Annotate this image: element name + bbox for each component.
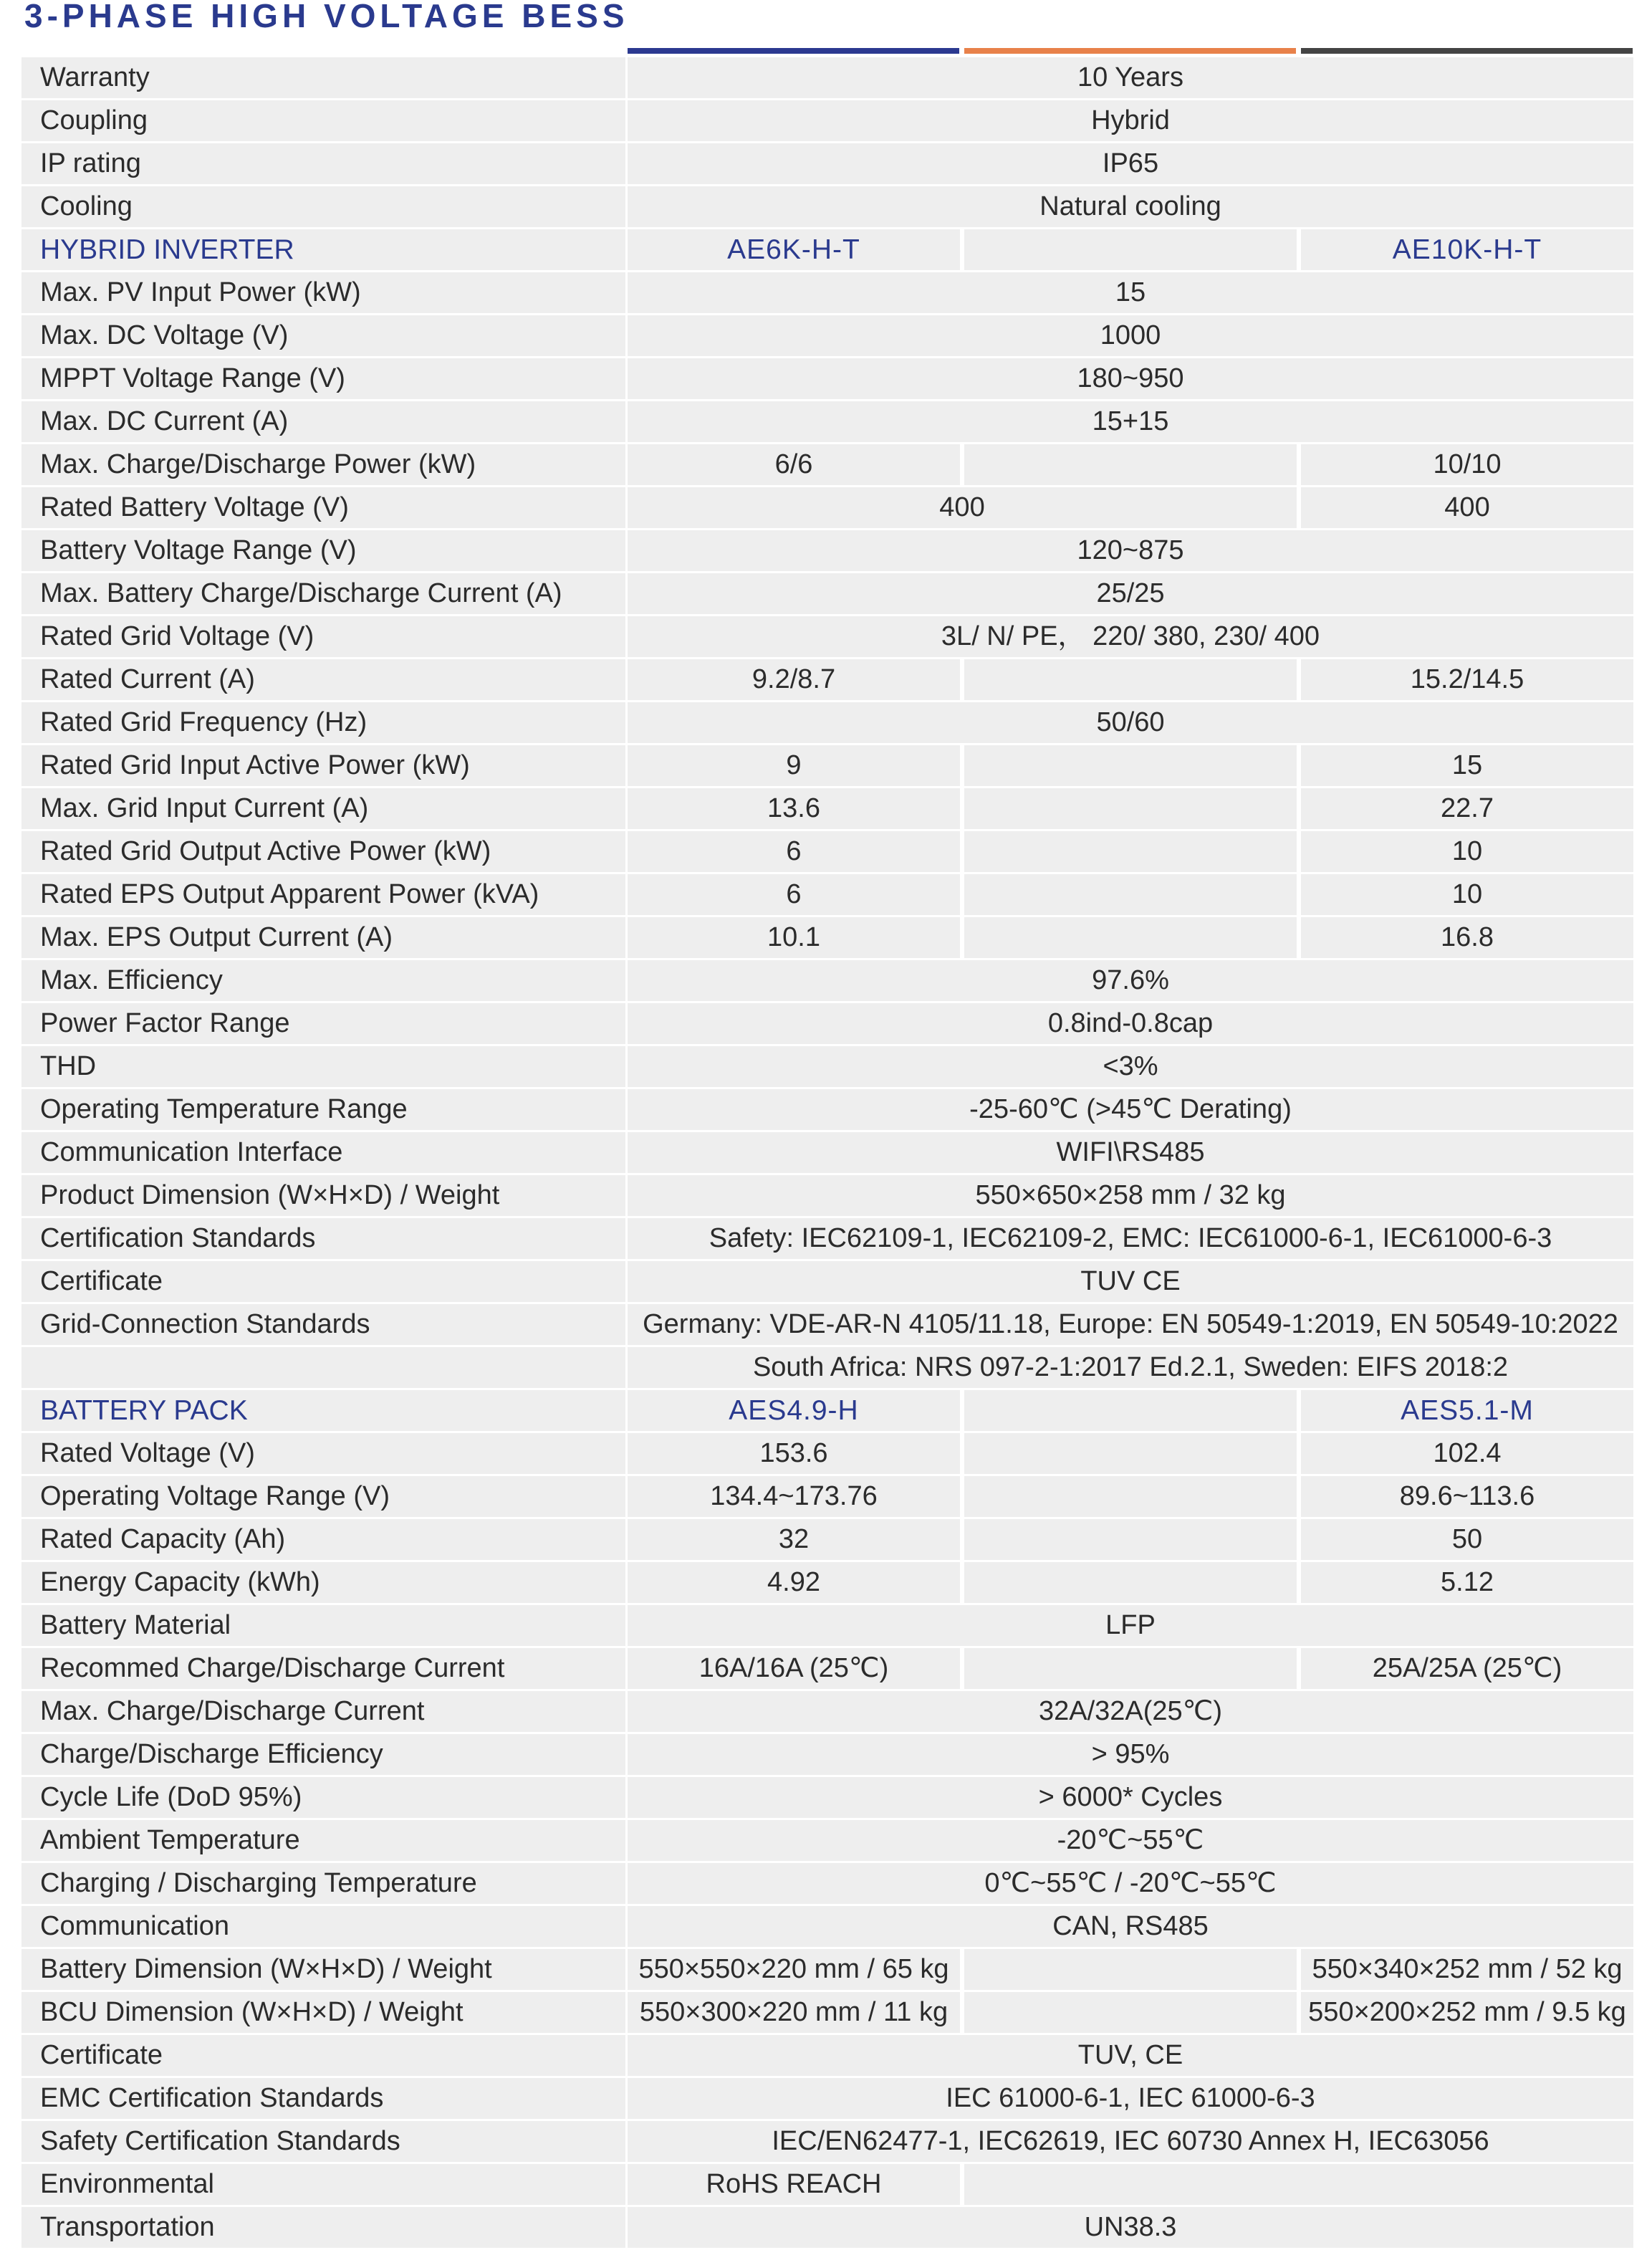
value-cell xyxy=(964,1476,1297,1517)
row-label: Rated Battery Voltage (V) xyxy=(21,487,625,528)
value-cell xyxy=(964,788,1297,829)
value-cell: 3L/ N/ PE， 220/ 380, 230/ 400 xyxy=(628,616,1633,657)
row-label: Operating Temperature Range xyxy=(21,1089,625,1130)
table-row xyxy=(21,1863,1632,1904)
value-cell: 550×340×252 mm / 52 kg xyxy=(1301,1949,1633,1990)
row-label: Max. Charge/Discharge Power (kW) xyxy=(21,444,625,485)
table-row xyxy=(21,1433,1632,1474)
row-label: Max. Charge/Discharge Current xyxy=(21,1691,625,1732)
value-cell: 550×550×220 mm / 65 kg xyxy=(628,1949,960,1990)
value-cell: 25A/25A (25℃) xyxy=(1301,1648,1633,1689)
row-label: BCU Dimension (W×H×D) / Weight xyxy=(21,1992,625,2033)
value-cell xyxy=(964,1992,1297,2033)
value-cell xyxy=(964,1433,1297,1474)
table-row xyxy=(21,315,1632,356)
row-label: Rated Current (A) xyxy=(21,659,625,700)
table-row xyxy=(21,2121,1632,2162)
model-name: AES4.9-H xyxy=(628,1390,960,1431)
value-cell: 5.12 xyxy=(1301,1562,1633,1603)
table-row xyxy=(21,57,1632,98)
row-label: Rated Grid Output Active Power (kW) xyxy=(21,831,625,872)
table-row xyxy=(21,831,1632,872)
value-cell: > 6000* Cycles xyxy=(628,1777,1633,1818)
row-label: Cooling xyxy=(21,186,625,227)
table-row xyxy=(21,960,1632,1001)
table-row xyxy=(21,1906,1632,1947)
table-row xyxy=(21,1218,1632,1259)
table-row xyxy=(21,1261,1632,1302)
table-row xyxy=(21,917,1632,958)
value-cell: 15.2/14.5 xyxy=(1301,659,1633,700)
row-label: Max. DC Current (A) xyxy=(21,401,625,442)
row-label: Grid-Connection Standards xyxy=(21,1304,625,1345)
row-label: Battery Dimension (W×H×D) / Weight xyxy=(21,1949,625,1990)
value-cell xyxy=(964,1519,1297,1560)
row-label: IP rating xyxy=(21,143,625,184)
row-label: Operating Voltage Range (V) xyxy=(21,1476,625,1517)
row-label: Energy Capacity (kWh) xyxy=(21,1562,625,1603)
value-cell: 6 xyxy=(628,874,960,915)
table-row xyxy=(21,702,1632,743)
value-cell: 550×300×220 mm / 11 kg xyxy=(628,1992,960,2033)
value-cell xyxy=(964,2164,1633,2205)
value-cell: 4.92 xyxy=(628,1562,960,1603)
table-row xyxy=(21,1949,1632,1990)
value-cell: 9 xyxy=(628,745,960,786)
section-header-row xyxy=(21,1390,1632,1431)
table-row xyxy=(21,2207,1632,2248)
value-cell: 550×650×258 mm / 32 kg xyxy=(628,1175,1633,1216)
page-title: 3-PHASE HIGH VOLTAGE BESS xyxy=(24,0,629,34)
row-label: THD xyxy=(21,1046,625,1087)
row-label: Max. EPS Output Current (A) xyxy=(21,917,625,958)
table-row xyxy=(21,2078,1632,2119)
value-cell xyxy=(964,917,1297,958)
value-cell: > 95% xyxy=(628,1734,1633,1775)
model-name xyxy=(964,229,1297,270)
table-row xyxy=(21,1820,1632,1861)
table-row xyxy=(21,1132,1632,1173)
table-row xyxy=(21,487,1632,528)
row-label: Environmental xyxy=(21,2164,625,2205)
row-label: Certification Standards xyxy=(21,1218,625,1259)
accent-bar-2 xyxy=(964,48,1296,54)
accent-bar-1 xyxy=(628,48,959,54)
table-row xyxy=(21,1992,1632,2033)
value-cell: 102.4 xyxy=(1301,1433,1633,1474)
value-cell: 10 Years xyxy=(628,57,1633,98)
row-label: MPPT Voltage Range (V) xyxy=(21,358,625,399)
row-label: Max. Battery Charge/Discharge Current (A) xyxy=(21,573,625,614)
value-cell: 13.6 xyxy=(628,788,960,829)
table-row xyxy=(21,401,1632,442)
value-cell: IEC 61000-6-1, IEC 61000-6-3 xyxy=(628,2078,1633,2119)
value-cell xyxy=(964,659,1297,700)
value-cell: 32 xyxy=(628,1519,960,1560)
value-cell: 120~875 xyxy=(628,530,1633,571)
table-row xyxy=(21,2164,1632,2205)
table-row xyxy=(21,616,1632,657)
value-cell: 15 xyxy=(1301,745,1633,786)
value-cell: 6 xyxy=(628,831,960,872)
table-row xyxy=(21,1046,1632,1087)
table-row xyxy=(21,874,1632,915)
model-name: AE10K-H-T xyxy=(1301,229,1633,270)
row-label: Max. DC Voltage (V) xyxy=(21,315,625,356)
value-cell: 0℃~55℃ / -20℃~55℃ xyxy=(628,1863,1633,1904)
value-cell xyxy=(964,1648,1297,1689)
row-label: Rated Voltage (V) xyxy=(21,1433,625,1474)
table-row xyxy=(21,1003,1632,1044)
table-row xyxy=(21,186,1632,227)
value-cell: IEC/EN62477-1, IEC62619, IEC 60730 Annex H, IEC63056 xyxy=(628,2121,1633,2162)
value-cell xyxy=(964,444,1297,485)
accent-bar-3 xyxy=(1301,48,1633,54)
value-cell: TUV, CE xyxy=(628,2035,1633,2076)
value-cell: Germany: VDE-AR-N 4105/11.18, Europe: EN 50549-1:2019, EN 50549-10:2022 xyxy=(628,1304,1633,1345)
row-label: Ambient Temperature xyxy=(21,1820,625,1861)
row-label: Max. PV Input Power (kW) xyxy=(21,272,625,313)
row-label: EMC Certification Standards xyxy=(21,2078,625,2119)
row-label: Rated EPS Output Apparent Power (kVA) xyxy=(21,874,625,915)
value-cell: 32A/32A(25℃) xyxy=(628,1691,1633,1732)
value-cell: Hybrid xyxy=(628,100,1633,141)
value-cell xyxy=(964,1949,1297,1990)
value-cell xyxy=(964,831,1297,872)
table-row xyxy=(21,1691,1632,1732)
value-cell: 134.4~173.76 xyxy=(628,1476,960,1517)
value-cell: UN38.3 xyxy=(628,2207,1633,2248)
value-cell: LFP xyxy=(628,1605,1633,1646)
table-row xyxy=(21,745,1632,786)
table-row xyxy=(21,573,1632,614)
row-label: Charge/Discharge Efficiency xyxy=(21,1734,625,1775)
value-cell: 153.6 xyxy=(628,1433,960,1474)
value-cell: Natural cooling xyxy=(628,186,1633,227)
value-cell: 10.1 xyxy=(628,917,960,958)
section-header-row xyxy=(21,229,1632,270)
table-row xyxy=(21,1562,1632,1603)
row-label: Max. Efficiency xyxy=(21,960,625,1001)
value-cell: <3% xyxy=(628,1046,1633,1087)
table-row xyxy=(21,1347,1632,1388)
row-label: Certificate xyxy=(21,2035,625,2076)
table-row xyxy=(21,2035,1632,2076)
value-cell: 15 xyxy=(628,272,1633,313)
value-cell: CAN, RS485 xyxy=(628,1906,1633,1947)
value-cell: 1000 xyxy=(628,315,1633,356)
table-row xyxy=(21,272,1632,313)
table-row xyxy=(21,143,1632,184)
row-label: Coupling xyxy=(21,100,625,141)
row-label: Cycle Life (DoD 95%) xyxy=(21,1777,625,1818)
value-cell: 16.8 xyxy=(1301,917,1633,958)
table-row xyxy=(21,659,1632,700)
value-cell: 6/6 xyxy=(628,444,960,485)
row-label: Certificate xyxy=(21,1261,625,1302)
model-name: AES5.1-M xyxy=(1301,1390,1633,1431)
value-cell: 550×200×252 mm / 9.5 kg xyxy=(1301,1992,1633,2033)
row-label: Communication Interface xyxy=(21,1132,625,1173)
value-cell: 10 xyxy=(1301,831,1633,872)
value-cell: 400 xyxy=(628,487,1297,528)
table-row xyxy=(21,444,1632,485)
value-cell: IP65 xyxy=(628,143,1633,184)
model-name: AE6K-H-T xyxy=(628,229,960,270)
value-cell: South Africa: NRS 097-2-1:2017 Ed.2.1, Sweden: EIFS 2018:2 xyxy=(628,1347,1633,1388)
row-label: Battery Material xyxy=(21,1605,625,1646)
section-title: HYBRID INVERTER xyxy=(21,229,625,270)
table-row xyxy=(21,1519,1632,1560)
value-cell: 10 xyxy=(1301,874,1633,915)
table-row xyxy=(21,1648,1632,1689)
row-label: Rated Grid Input Active Power (kW) xyxy=(21,745,625,786)
row-label: Rated Capacity (Ah) xyxy=(21,1519,625,1560)
row-label: Transportation xyxy=(21,2207,625,2248)
row-label: Max. Grid Input Current (A) xyxy=(21,788,625,829)
value-cell: -20℃~55℃ xyxy=(628,1820,1633,1861)
table-row xyxy=(21,1777,1632,1818)
table-row xyxy=(21,358,1632,399)
table-row xyxy=(21,1304,1632,1345)
row-label: Power Factor Range xyxy=(21,1003,625,1044)
spec-table xyxy=(21,57,1632,2250)
value-cell: 0.8ind-0.8cap xyxy=(628,1003,1633,1044)
value-cell: 10/10 xyxy=(1301,444,1633,485)
value-cell: 400 xyxy=(1301,487,1633,528)
value-cell: 89.6~113.6 xyxy=(1301,1476,1633,1517)
value-cell: 50/60 xyxy=(628,702,1633,743)
value-cell: Safety: IEC62109-1, IEC62109-2, EMC: IEC61000-6-1, IEC61000-6-3 xyxy=(628,1218,1633,1259)
model-name xyxy=(964,1390,1297,1431)
value-cell xyxy=(964,745,1297,786)
table-row xyxy=(21,1476,1632,1517)
row-label: Warranty xyxy=(21,57,625,98)
value-cell: 16A/16A (25℃) xyxy=(628,1648,960,1689)
table-row xyxy=(21,530,1632,571)
row-label xyxy=(21,1347,625,1388)
value-cell: TUV CE xyxy=(628,1261,1633,1302)
row-label: Communication xyxy=(21,1906,625,1947)
row-label: Recommed Charge/Discharge Current xyxy=(21,1648,625,1689)
row-label: Battery Voltage Range (V) xyxy=(21,530,625,571)
value-cell: 180~950 xyxy=(628,358,1633,399)
value-cell xyxy=(964,874,1297,915)
table-row xyxy=(21,1089,1632,1130)
table-row xyxy=(21,788,1632,829)
row-label: Charging / Discharging Temperature xyxy=(21,1863,625,1904)
value-cell: 15+15 xyxy=(628,401,1633,442)
value-cell: 9.2/8.7 xyxy=(628,659,960,700)
section-title: BATTERY PACK xyxy=(21,1390,625,1431)
row-label: Safety Certification Standards xyxy=(21,2121,625,2162)
value-cell: 25/25 xyxy=(628,573,1633,614)
row-label: Rated Grid Voltage (V) xyxy=(21,616,625,657)
table-row xyxy=(21,1175,1632,1216)
value-cell: 22.7 xyxy=(1301,788,1633,829)
row-label: Product Dimension (W×H×D) / Weight xyxy=(21,1175,625,1216)
value-cell: 97.6% xyxy=(628,960,1633,1001)
value-cell xyxy=(964,1562,1297,1603)
value-cell: -25-60℃ (>45℃ Derating) xyxy=(628,1089,1633,1130)
row-label: Rated Grid Frequency (Hz) xyxy=(21,702,625,743)
table-row xyxy=(21,1605,1632,1646)
value-cell: WIFI\RS485 xyxy=(628,1132,1633,1173)
table-row xyxy=(21,100,1632,141)
value-cell: RoHS REACH xyxy=(628,2164,960,2205)
value-cell: 50 xyxy=(1301,1519,1633,1560)
table-row xyxy=(21,1734,1632,1775)
